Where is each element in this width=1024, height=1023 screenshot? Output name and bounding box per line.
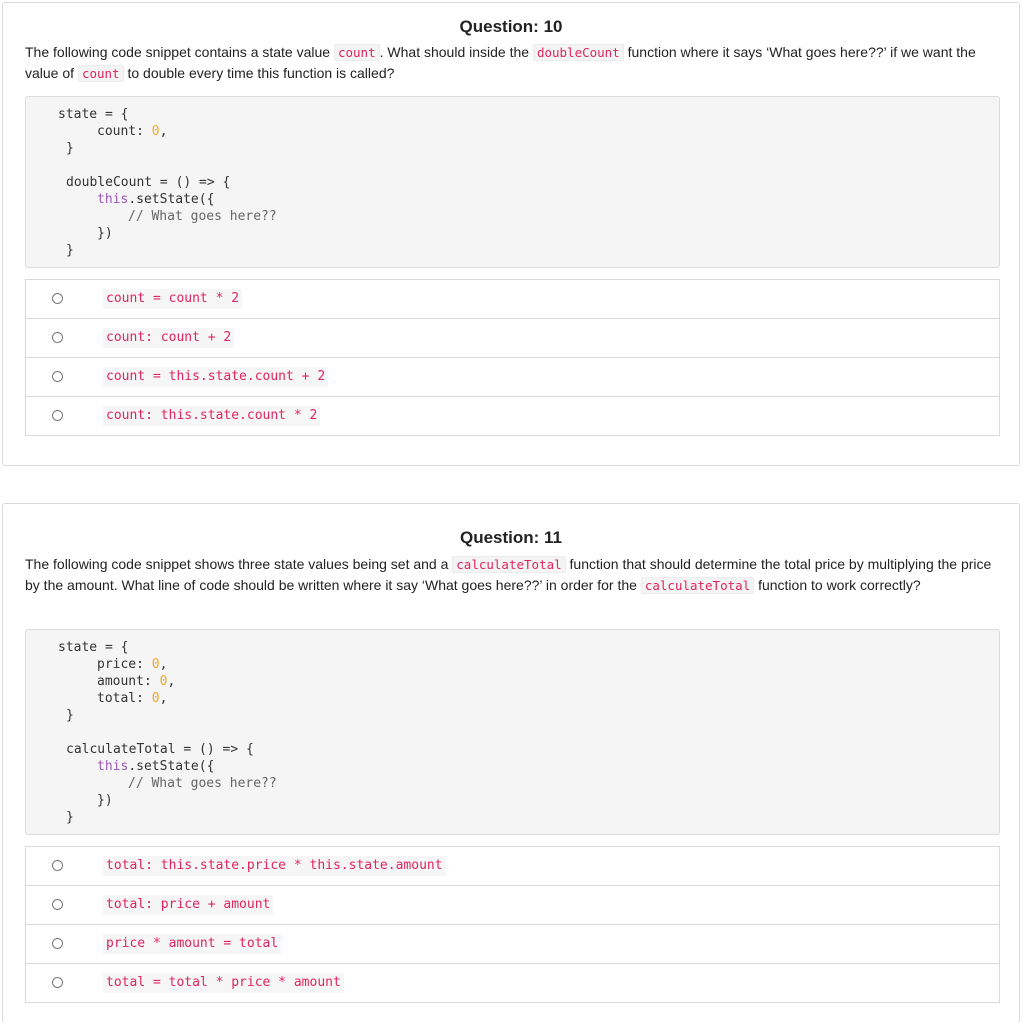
answer-option[interactable] (25, 358, 1000, 397)
option-label: total: this.state.price * this.state.amount (103, 856, 446, 876)
code-snippet: state = { price: 0, amount: 0, total: 0, } calculateTotal = () => { this.setState({ // What goes here?? }) } (25, 629, 1000, 835)
inline-code: count (78, 65, 124, 82)
answer-option[interactable] (25, 397, 1000, 436)
answer-option[interactable] (25, 319, 1000, 358)
inline-code: calculateTotal (452, 556, 565, 573)
answer-option[interactable] (25, 279, 1000, 319)
answer-option[interactable] (25, 964, 1000, 1003)
option-label: total: price + amount (103, 895, 273, 915)
question-text: The following code snippet shows three state values being set and a calculateTotal function that should determine the total price by multiplying the price by the amount. What line of code should be written where it say ‘What goes here??’ in order for the calculateTotal function to work correctly? (25, 556, 992, 593)
answer-option[interactable] (25, 925, 1000, 964)
answer-option[interactable] (25, 846, 1000, 886)
inline-code: count (334, 44, 380, 61)
question-text: The following code snippet contains a state value count . What should inside the doubleCount function where it says ‘What goes here??’ if we want the value of count to double every time this function is called? (25, 44, 976, 81)
radio-button[interactable] (52, 332, 63, 343)
answer-options (25, 279, 1000, 436)
question-title: Question: 11 (459, 528, 563, 547)
question-10-card (2, 2, 1020, 466)
inline-code: calculateTotal (641, 577, 754, 594)
radio-button[interactable] (52, 410, 63, 421)
radio-button[interactable] (52, 977, 63, 988)
question-title: Question: 10 (459, 17, 563, 36)
option-label: count: count + 2 (103, 328, 234, 348)
radio-button[interactable] (52, 860, 63, 871)
answer-option[interactable] (25, 886, 1000, 925)
option-label: count = this.state.count + 2 (103, 367, 328, 387)
option-label: count: this.state.count * 2 (103, 406, 320, 426)
option-label: count = count * 2 (103, 289, 242, 309)
code-snippet: state = { count: 0, } doubleCount = () => { this.setState({ // What goes here?? }) } (25, 96, 1000, 268)
inline-code: doubleCount (533, 44, 624, 61)
answer-options (25, 846, 1000, 1003)
option-label: price * amount = total (103, 934, 281, 954)
radio-button[interactable] (52, 371, 63, 382)
radio-button[interactable] (52, 293, 63, 304)
option-label: total = total * price * amount (103, 973, 344, 993)
question-11-card (2, 503, 1020, 1023)
radio-button[interactable] (52, 938, 63, 949)
radio-button[interactable] (52, 899, 63, 910)
